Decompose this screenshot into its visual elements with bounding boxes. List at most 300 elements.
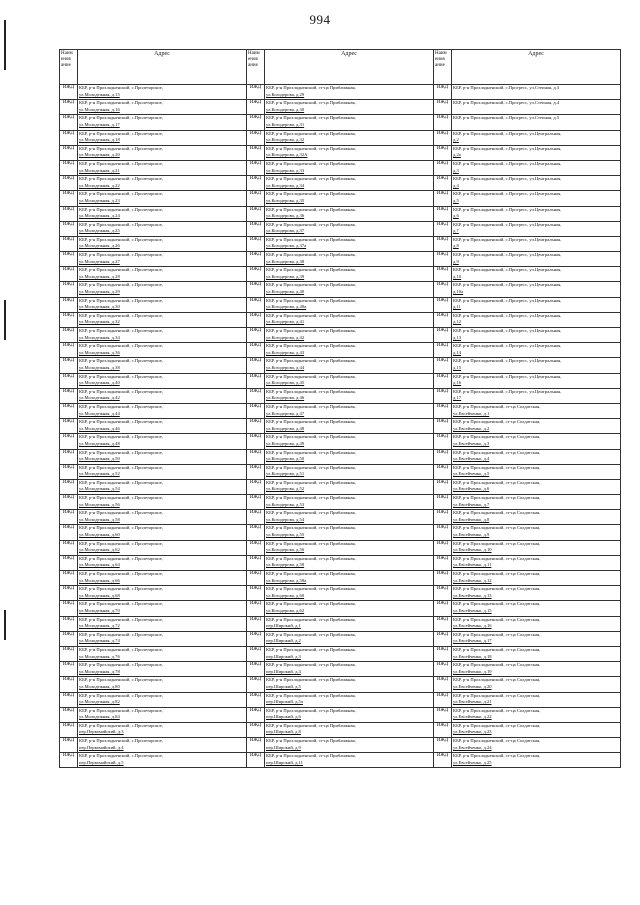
address-line-street: ул.Молодежная, д.58	[79, 516, 120, 522]
address-line-region: КБР, р-н Прохладненский, ст-ца Приближная,	[266, 571, 356, 576]
address-line-region: КБР, р-н Прохладненский, ст-ца Приближная,	[266, 160, 356, 166]
address-line-region: КБР, р-н Прохладненский, с.Пролетарское,	[79, 571, 163, 576]
address-cell	[78, 662, 247, 677]
building-type-cell: ИЖД	[434, 540, 452, 555]
address-line-region: КБР, р-н Прохладненский, с.Пролетарское,	[79, 297, 163, 303]
address-line-region: КБР, р-н Прохладненский, ст-ца Приближная,	[266, 753, 356, 759]
address-cell	[78, 115, 247, 130]
building-type-cell: ИЖД	[60, 464, 78, 479]
address-line-region: КБР, р-н Прохладненский, с.Пролетарское,	[79, 753, 163, 759]
column-header-type: Наим енов ание	[60, 50, 78, 85]
address-line-street: ул.Молодежная, д.48	[79, 440, 120, 446]
address-line-region: КБР, р-н Прохладненский, с.Пролетарское,	[79, 646, 163, 652]
address-line-street: д.13	[453, 334, 462, 340]
building-type-cell: ИЖД	[434, 373, 452, 388]
address-line-street: ул.Молодежная, д.68	[79, 592, 120, 598]
address-line-region: КБР, р-н Прохладненский, ст-ца Приближная,	[266, 707, 356, 713]
address-cell	[78, 282, 247, 297]
table-row	[60, 115, 621, 130]
building-type-cell: ИЖД	[60, 631, 78, 646]
building-type-cell: ИЖД	[60, 449, 78, 464]
address-line-region: КБР, р-н Прохладненский, ст-ца Солдатская,	[453, 646, 541, 652]
address-line-street: ул.Евсейченко, д.4	[453, 456, 490, 462]
address-cell	[265, 571, 434, 586]
building-type-cell: ИЖД	[434, 677, 452, 692]
address-cell	[78, 388, 247, 403]
address-line-region: КБР, р-н Прохладненский, с.Прогресс, ул.Центральная,	[453, 328, 562, 333]
address-line-street: д.17	[453, 395, 462, 401]
building-type-cell: ИЖД	[247, 495, 265, 510]
address-line-region: КБР, р-н Прохладненский, с.Прогресс, ул.Степная, д.4	[453, 100, 560, 106]
address-line-region: КБР, р-н Прохладненский, с.Пролетарское,	[79, 631, 163, 637]
address-cell	[265, 160, 434, 175]
table-row	[60, 419, 621, 434]
address-line-street: ул.Козодерова, д.42	[266, 334, 305, 340]
address-line-street: ул.Евсейченко, д.3	[453, 440, 490, 446]
address-line-street: ул.Козодерова, д.34	[266, 182, 305, 188]
address-cell	[78, 252, 247, 267]
address-line-region: КБР, р-н Прохладненский, с.Прогресс, ул.Центральная,	[453, 145, 562, 151]
address-line-street: ул.Козодерова, д.58	[266, 562, 305, 568]
address-line-region: КБР, р-н Прохладненский, ст-ца Солдатская,	[453, 540, 541, 546]
table-header-row	[60, 50, 621, 85]
building-type-cell: ИЖД	[247, 571, 265, 586]
address-line-street: ул.Молодежная, д.22	[79, 182, 120, 188]
address-line-street: ул.Молодежная, д.72	[79, 623, 120, 629]
address-line-street: ул.Козодерова, д.30	[266, 106, 305, 112]
binding-mark-low	[4, 610, 6, 640]
table-row	[60, 510, 621, 525]
table-row	[60, 555, 621, 570]
address-line-street: ул.Евсейченко, д.20	[453, 683, 492, 689]
building-type-cell: ИЖД	[60, 297, 78, 312]
address-line-street: ул.Молодежная, д.23	[79, 197, 120, 203]
building-type-cell: ИЖД	[60, 525, 78, 540]
address-line-street: ул.Козодерова, д.56	[266, 547, 305, 553]
address-line-street: ул.Козодерова, д.37	[266, 228, 305, 234]
address-line-street: ул.Козодерова, д.62	[266, 607, 305, 613]
building-type-cell: ИЖД	[60, 692, 78, 707]
address-cell	[265, 434, 434, 449]
address-cell	[452, 343, 621, 358]
building-type-cell: ИЖД	[60, 419, 78, 434]
address-line-street: ул.Козодерова, д.53	[266, 501, 305, 507]
address-line-region: КБР, р-н Прохладненский, ст-ца Приближная,	[266, 176, 356, 182]
building-type-cell: ИЖД	[247, 160, 265, 175]
address-cell	[265, 206, 434, 221]
address-cell	[78, 616, 247, 631]
address-line-region: КБР, р-н Прохладненский, с.Пролетарское,	[79, 312, 163, 318]
address-line-street: ул.Козодерова, д.60	[266, 592, 305, 598]
building-type-cell: ИЖД	[434, 586, 452, 601]
address-line-region: КБР, р-н Прохладненский, с.Прогресс, ул.Центральная,	[453, 221, 562, 227]
address-cell	[452, 525, 621, 540]
address-cell	[265, 100, 434, 115]
address-cell	[265, 328, 434, 343]
address-cell	[78, 464, 247, 479]
address-line-street: ул.Молодежная, д.44	[79, 410, 120, 416]
building-type-cell: ИЖД	[247, 297, 265, 312]
address-cell	[78, 677, 247, 692]
building-type-cell: ИЖД	[247, 616, 265, 631]
address-cell	[78, 160, 247, 175]
table-row	[60, 403, 621, 418]
building-type-cell: ИЖД	[60, 388, 78, 403]
address-cell	[452, 236, 621, 251]
address-line-street: ул.Молодежная, д.62	[79, 547, 120, 553]
building-type-cell: ИЖД	[434, 358, 452, 373]
address-line-street: ул.Евсейченко, д.23	[453, 729, 492, 735]
building-type-cell: ИЖД	[434, 100, 452, 115]
address-line-region: КБР, р-н Прохладненский, с.Пролетарское,	[79, 145, 163, 151]
address-cell	[452, 85, 621, 100]
building-type-cell: ИЖД	[434, 85, 452, 100]
address-line-region: КБР, р-н Прохладненский, с.Пролетарское,	[79, 662, 163, 668]
address-line-region: КБР, р-н Прохладненский, ст-ца Приближная,	[266, 145, 356, 151]
address-cell	[78, 419, 247, 434]
address-cell	[452, 312, 621, 327]
building-type-cell: ИЖД	[247, 601, 265, 616]
address-cell	[452, 358, 621, 373]
building-type-cell: ИЖД	[60, 571, 78, 586]
table-row	[60, 388, 621, 403]
building-type-cell: ИЖД	[60, 191, 78, 206]
address-cell	[78, 100, 247, 115]
address-line-region: КБР, р-н Прохладненский, с.Пролетарское,	[79, 160, 163, 166]
address-line-region: КБР, р-н Прохладненский, ст-ца Приближная,	[266, 449, 356, 455]
address-line-street: д.4	[453, 182, 459, 188]
column-header-type: Наим енов ание	[434, 50, 452, 85]
building-type-cell: ИЖД	[60, 312, 78, 327]
building-type-cell: ИЖД	[247, 312, 265, 327]
table-row	[60, 525, 621, 540]
building-type-cell: ИЖД	[247, 100, 265, 115]
address-cell	[265, 479, 434, 494]
building-type-cell: ИЖД	[434, 252, 452, 267]
address-cell	[78, 738, 247, 753]
building-type-cell: ИЖД	[60, 434, 78, 449]
address-line-region: КБР, р-н Прохладненский, с.Прогресс, ул.Центральная,	[453, 297, 562, 303]
building-type-cell: ИЖД	[247, 692, 265, 707]
address-line-region: КБР, р-н Прохладненский, ст-ца Приближная,	[266, 297, 356, 303]
page-number: 994	[309, 12, 331, 27]
building-type-cell: ИЖД	[434, 206, 452, 221]
address-line-region: КБР, р-н Прохладненский, с.Пролетарское,	[79, 100, 163, 106]
address-line-street: ул.Молодежная, д.25	[79, 228, 120, 234]
building-type-cell: ИЖД	[247, 115, 265, 130]
address-line-region: КБР, р-н Прохладненский, с.Пролетарское,	[79, 85, 163, 90]
address-line-street: ул.Козодерова, д.50	[266, 456, 305, 462]
address-line-street: ул.Евсейченко, д.2	[453, 425, 490, 431]
address-cell	[265, 586, 434, 601]
table-row	[60, 343, 621, 358]
building-type-cell: ИЖД	[247, 85, 265, 100]
address-cell	[78, 479, 247, 494]
building-type-cell: ИЖД	[247, 343, 265, 358]
building-type-cell: ИЖД	[60, 373, 78, 388]
address-line-street: ул.Молодежная, д.60	[79, 532, 120, 538]
address-line-region: КБР, р-н Прохладненский, ст-ца Приближная,	[266, 267, 356, 273]
address-cell	[265, 722, 434, 737]
address-cell	[452, 176, 621, 191]
address-line-region: КБР, р-н Прохладненский, с.Пролетарское,	[79, 510, 163, 516]
address-cell	[265, 753, 434, 768]
address-cell	[265, 312, 434, 327]
address-line-region: КБР, р-н Прохладненский, с.Пролетарское,	[79, 616, 163, 622]
address-line-region: КБР, р-н Прохладненский, ст-ца Солдатская,	[453, 601, 541, 607]
address-cell	[265, 145, 434, 160]
address-line-region: КБР, р-н Прохладненский, с.Пролетарское,	[79, 692, 163, 698]
address-line-street: ул.Молодежная, д.21	[79, 167, 120, 173]
address-cell	[265, 176, 434, 191]
building-type-cell: ИЖД	[434, 343, 452, 358]
address-cell	[78, 297, 247, 312]
address-line-street: ул.Молодежная, д.46	[79, 425, 120, 431]
address-line-street: ул.Молодежная, д.24	[79, 213, 120, 219]
address-line-region: КБР, р-н Прохладненский, ст-ца Солдатская,	[453, 631, 541, 637]
address-line-street: пер.Широкий, д.3	[266, 653, 301, 659]
address-line-street: д.8	[453, 243, 459, 249]
address-line-region: КБР, р-н Прохладненский, с.Пролетарское,	[79, 191, 163, 197]
address-line-street: ул.Козодерова, д.58а	[266, 577, 307, 583]
building-type-cell: ИЖД	[60, 115, 78, 130]
address-line-street: ул.Молодежная, д.40	[79, 380, 120, 386]
address-line-street: д.3	[453, 167, 459, 173]
address-line-street: пер.Широкий, д.5	[266, 683, 301, 689]
table-row	[60, 434, 621, 449]
address-line-street: ул.Молодежная, д.82	[79, 699, 120, 705]
address-line-street: ул.Евсейченко, д.25	[453, 759, 492, 765]
address-line-street: ул.Молодежная, д.70	[79, 607, 120, 613]
building-type-cell: ИЖД	[247, 540, 265, 555]
address-line-street: ул.Молодежная, д.42	[79, 395, 120, 401]
address-cell	[78, 449, 247, 464]
building-type-cell: ИЖД	[434, 646, 452, 661]
address-line-region: КБР, р-н Прохладненский, ст-ца Солдатская,	[453, 707, 541, 713]
address-cell	[452, 130, 621, 145]
building-type-cell: ИЖД	[60, 206, 78, 221]
building-type-cell: ИЖД	[60, 176, 78, 191]
building-type-cell: ИЖД	[60, 358, 78, 373]
table-row	[60, 312, 621, 327]
building-type-cell: ИЖД	[434, 434, 452, 449]
building-type-cell: ИЖД	[434, 464, 452, 479]
address-line-street: ул.Молодежная, д.20	[79, 152, 120, 158]
building-type-cell: ИЖД	[434, 282, 452, 297]
address-line-region: КБР, р-н Прохладненский, с.Прогресс, ул.Центральная,	[453, 252, 562, 258]
address-line-region: КБР, р-н Прохладненский, с.Прогресс, ул.Центральная,	[453, 176, 562, 182]
address-cell	[452, 495, 621, 510]
address-line-region: КБР, р-н Прохладненский, ст-ца Солдатская,	[453, 419, 541, 425]
address-line-street: д.9	[453, 258, 459, 264]
address-line-region: КБР, р-н Прохладненский, с.Пролетарское,	[79, 130, 163, 136]
address-line-region: КБР, р-н Прохладненский, ст-ца Приближная,	[266, 130, 356, 136]
address-line-street: ул.Евсейченко, д.17	[453, 638, 492, 644]
address-cell	[265, 677, 434, 692]
address-line-street: ул.Козодерова, д.38	[266, 258, 305, 264]
address-line-street: ул.Молодежная, д.78	[79, 668, 120, 674]
address-cell	[78, 328, 247, 343]
address-line-street: д.7	[453, 228, 459, 234]
address-line-street: пер.Первомайский, д.5	[79, 759, 124, 765]
building-type-cell: ИЖД	[247, 434, 265, 449]
address-line-street: д.12	[453, 319, 462, 325]
table-row	[60, 540, 621, 555]
building-type-cell: ИЖД	[247, 236, 265, 251]
address-line-street: ул.Молодежная, д.74	[79, 638, 120, 644]
address-line-region: КБР, р-н Прохладненский, ст-ца Приближная,	[266, 479, 356, 485]
address-line-street: ул.Молодежная, д.36	[79, 349, 120, 355]
address-cell	[78, 707, 247, 722]
address-cell	[265, 388, 434, 403]
address-cell	[78, 191, 247, 206]
address-line-street: ул.Евсейченко, д.9	[453, 532, 490, 538]
address-line-region: КБР, р-н Прохладненский, с.Прогресс, ул.Центральная,	[453, 191, 562, 197]
address-line-region: КБР, р-н Прохладненский, с.Пролетарское,	[79, 282, 163, 288]
address-line-street: ул.Евсейченко, д.16	[453, 623, 492, 629]
address-cell	[452, 707, 621, 722]
address-cell	[265, 555, 434, 570]
address-cell	[78, 555, 247, 570]
address-cell	[452, 601, 621, 616]
address-cell	[265, 282, 434, 297]
building-type-cell: ИЖД	[60, 403, 78, 418]
address-line-region: КБР, р-н Прохладненский, с.Пролетарское,	[79, 236, 163, 242]
building-type-cell: ИЖД	[247, 206, 265, 221]
address-line-region: КБР, р-н Прохладненский, ст-ца Приближная,	[266, 495, 356, 501]
building-type-cell: ИЖД	[247, 753, 265, 768]
address-line-region: КБР, р-н Прохладненский, ст-ца Приближная,	[266, 646, 356, 652]
address-cell	[265, 130, 434, 145]
address-line-region: КБР, р-н Прохладненский, с.Пролетарское,	[79, 601, 163, 607]
address-line-street: ул.Молодежная, д.16	[79, 106, 120, 112]
address-line-street: ул.Козодерова, д.40	[266, 289, 305, 295]
address-line-street: пер.Первомайский, д.4	[79, 744, 124, 750]
table-row	[60, 464, 621, 479]
address-cell	[265, 267, 434, 282]
address-cell	[452, 206, 621, 221]
building-type-cell: ИЖД	[60, 738, 78, 753]
building-type-cell: ИЖД	[247, 267, 265, 282]
table-row	[60, 100, 621, 115]
address-line-street: ул.Козодерова, д.48	[266, 425, 305, 431]
address-line-region: КБР, р-н Прохладненский, с.Прогресс, ул.Центральная,	[453, 373, 562, 379]
address-line-region: КБР, р-н Прохладненский, с.Прогресс, ул.Степная, д.5	[453, 115, 560, 121]
address-cell	[265, 707, 434, 722]
building-type-cell: ИЖД	[247, 145, 265, 160]
address-line-region: КБР, р-н Прохладненский, с.Пролетарское,	[79, 495, 163, 501]
address-line-street: пер.Широкий, д.6	[266, 714, 301, 720]
address-cell	[78, 434, 247, 449]
address-line-street: ул.Козодерова, д.41	[266, 319, 305, 325]
address-line-region: КБР, р-н Прохладненский, ст-ца Приближная,	[266, 221, 356, 227]
building-type-cell: ИЖД	[247, 221, 265, 236]
address-line-street: ул.Евсейченко, д.5	[453, 471, 490, 477]
address-line-street: ул.Козодерова, д.39	[266, 273, 305, 279]
address-line-street: ул.Козодерова, д.55	[266, 532, 305, 538]
address-line-region: КБР, р-н Прохладненский, ст-ца Приближная,	[266, 328, 356, 333]
address-cell	[265, 510, 434, 525]
address-cell	[452, 115, 621, 130]
address-line-street: ул.Евсейченко, д.10	[453, 547, 492, 553]
table-row	[60, 479, 621, 494]
address-line-region: КБР, р-н Прохладненский, с.Пролетарское,	[79, 221, 163, 227]
table-row	[60, 176, 621, 191]
address-cell	[265, 738, 434, 753]
building-type-cell: ИЖД	[434, 145, 452, 160]
address-line-street: д.2а	[453, 152, 461, 158]
address-line-region: КБР, р-н Прохладненский, ст-ца Солдатская,	[453, 555, 541, 561]
address-line-region: КБР, р-н Прохладненский, с.Пролетарское,	[79, 540, 163, 546]
address-cell	[452, 434, 621, 449]
building-type-cell: ИЖД	[434, 403, 452, 418]
building-type-cell: ИЖД	[247, 449, 265, 464]
address-line-region: КБР, р-н Прохладненский, с.Пролетарское,	[79, 388, 163, 394]
address-line-street: д.6	[453, 213, 459, 219]
building-type-cell: ИЖД	[434, 176, 452, 191]
building-type-cell: ИЖД	[434, 221, 452, 236]
address-cell	[265, 297, 434, 312]
address-line-street: ул.Евсейченко, д.11	[453, 562, 492, 568]
building-type-cell: ИЖД	[60, 130, 78, 145]
address-cell	[265, 419, 434, 434]
address-line-street: ул.Козодерова, д.54	[266, 516, 305, 522]
address-cell	[452, 677, 621, 692]
address-cell	[265, 540, 434, 555]
building-type-cell: ИЖД	[434, 115, 452, 130]
address-line-street: пер.Широкий, д.11	[266, 759, 303, 765]
address-line-region: КБР, р-н Прохладненский, с.Пролетарское,	[79, 738, 163, 744]
address-line-street: ул.Молодежная, д.80	[79, 683, 120, 689]
address-line-street: ул.Козодерова, д.46	[266, 395, 305, 401]
address-cell	[452, 282, 621, 297]
address-line-region: КБР, р-н Прохладненский, с.Прогресс, ул.Центральная,	[453, 312, 562, 318]
address-line-street: ул.Козодерова, д.51	[266, 471, 305, 477]
address-line-region: КБР, р-н Прохладненский, с.Пролетарское,	[79, 479, 163, 485]
address-cell	[265, 252, 434, 267]
address-line-region: КБР, р-н Прохладненский, ст-ца Приближная,	[266, 555, 356, 561]
address-cell	[265, 373, 434, 388]
building-type-cell: ИЖД	[434, 707, 452, 722]
building-type-cell: ИЖД	[60, 601, 78, 616]
address-line-region: КБР, р-н Прохладненский, ст-ца Приближная,	[266, 312, 356, 318]
table-row	[60, 601, 621, 616]
address-cell	[78, 631, 247, 646]
address-line-region: КБР, р-н Прохладненский, ст-ца Солдатская,	[453, 722, 541, 728]
address-line-region: КБР, р-н Прохладненский, с.Прогресс, ул.Центральная,	[453, 236, 562, 242]
address-line-street: ул.Козодерова, д.49	[266, 440, 305, 446]
address-cell	[452, 631, 621, 646]
address-line-region: КБР, р-н Прохладненский, с.Пролетарское,	[79, 267, 163, 273]
address-line-street: ул.Молодежная, д.54	[79, 486, 120, 492]
address-line-region: КБР, р-н Прохладненский, с.Прогресс, ул.Центральная,	[453, 358, 562, 364]
column-header-address: Адрес	[265, 50, 434, 85]
address-line-street: ул.Козодерова, д.40а	[266, 304, 307, 310]
column-header-type: Наим енов ание	[247, 50, 265, 85]
address-cell	[78, 753, 247, 768]
building-type-cell: ИЖД	[434, 616, 452, 631]
building-type-cell: ИЖД	[60, 555, 78, 570]
address-line-street: ул.Козодерова, д.43	[266, 349, 305, 355]
table-row	[60, 130, 621, 145]
address-cell	[265, 449, 434, 464]
address-line-region: КБР, р-н Прохладненский, ст-ца Солдатская,	[453, 464, 541, 470]
address-line-street: д.14	[453, 349, 462, 355]
column-header-address: Адрес	[78, 50, 247, 85]
address-cell	[265, 343, 434, 358]
table-row	[60, 221, 621, 236]
address-cell	[452, 722, 621, 737]
